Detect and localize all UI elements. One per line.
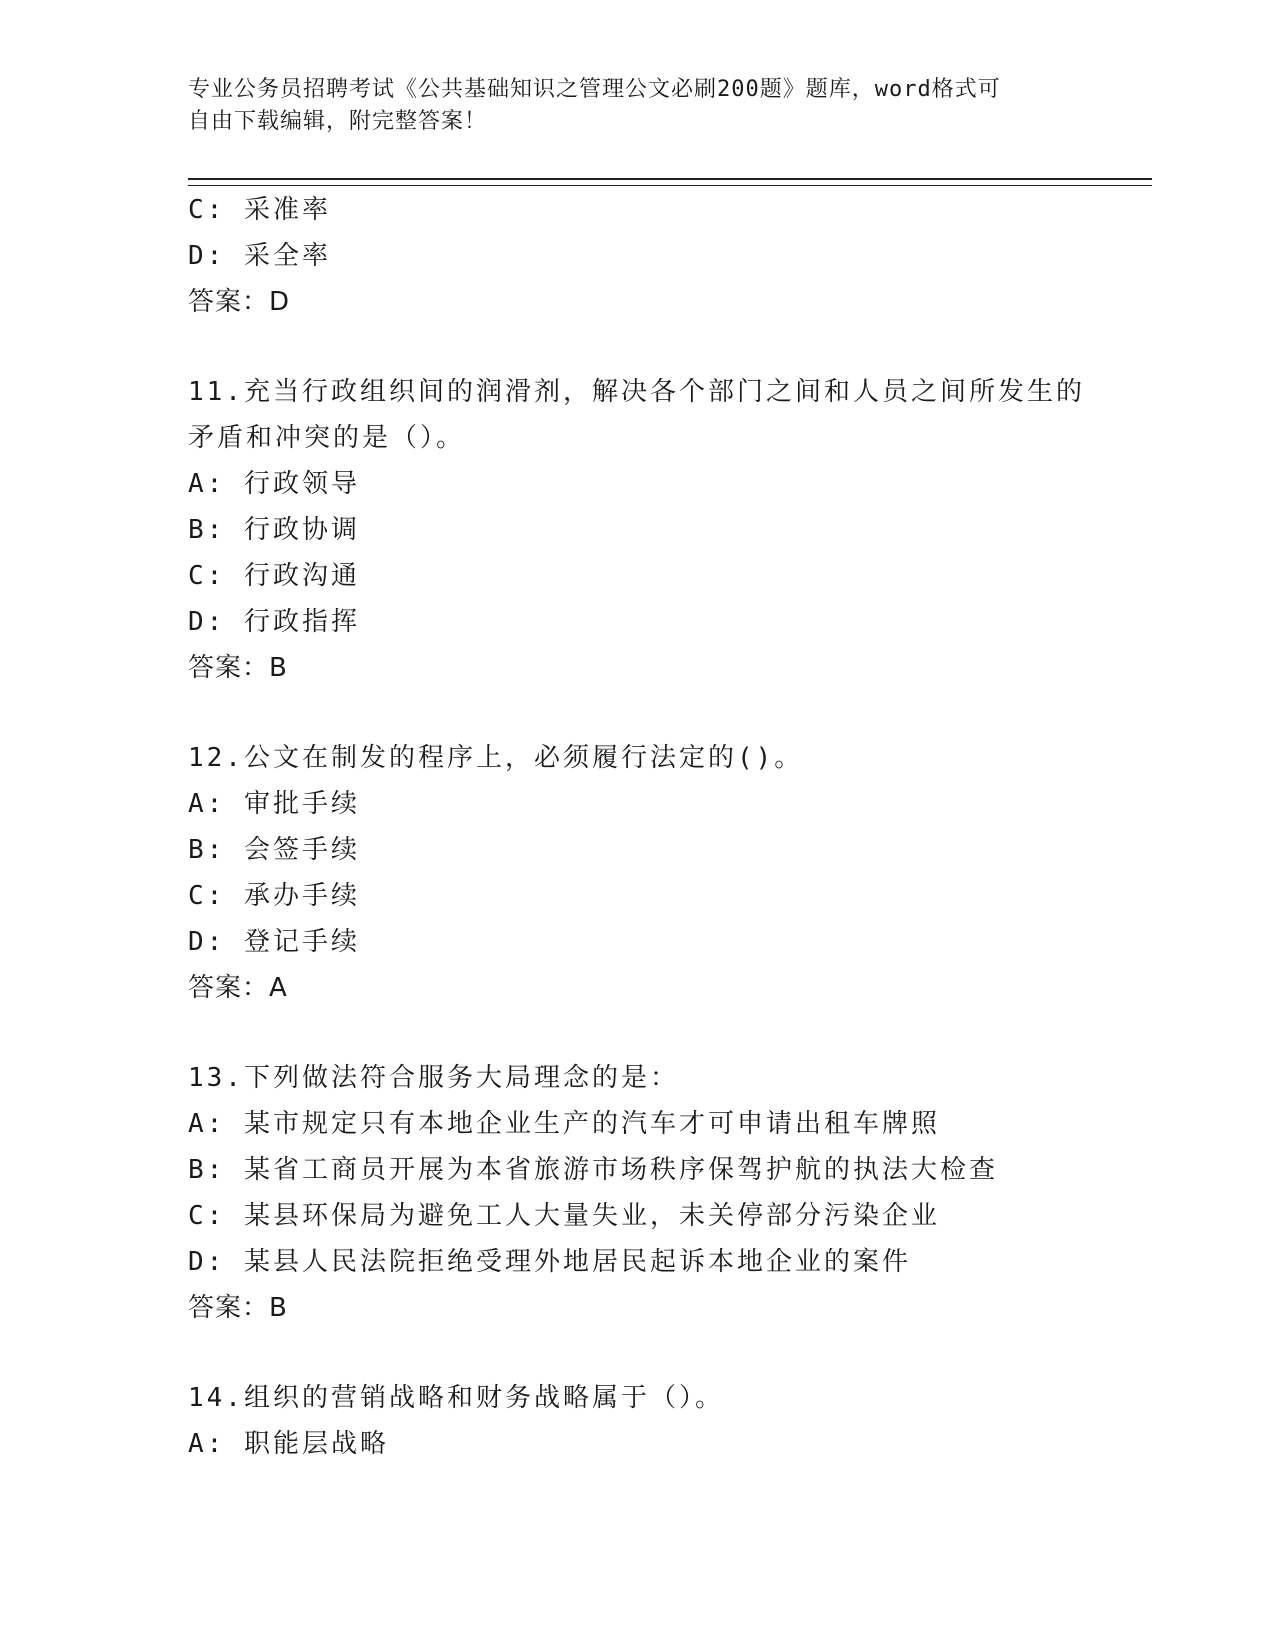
option-label: D — [188, 607, 207, 637]
question-text: 下列做法符合服务大局理念的是： — [243, 1063, 679, 1093]
question-stem-continued: 矛盾和冲突的是（）。 — [188, 423, 466, 453]
page-header — [188, 74, 1068, 138]
answer-label: 答案： — [188, 1293, 270, 1323]
question-11 — [188, 369, 1152, 691]
option-text: 行政领导 — [243, 469, 360, 499]
option-label: A — [188, 1109, 207, 1139]
option-separator: : — [206, 1247, 244, 1277]
question-stem — [188, 1375, 1152, 1421]
question-stem — [188, 1055, 1152, 1101]
option-separator: : — [206, 515, 244, 545]
option-b — [188, 507, 1152, 553]
question-content — [188, 187, 1152, 1467]
option-c — [188, 187, 1152, 233]
option-separator: : — [206, 607, 244, 637]
option-label: C — [188, 561, 207, 591]
answer-line — [188, 645, 1152, 691]
option-separator: : — [206, 1109, 244, 1139]
answer-line — [188, 1285, 1152, 1331]
option-label: B — [188, 835, 207, 865]
option-text: 登记手续 — [243, 927, 360, 957]
option-text: 审批手续 — [243, 789, 360, 819]
option-separator: : — [206, 835, 244, 865]
answer-value: B — [269, 1293, 288, 1323]
option-separator: : — [206, 1155, 244, 1185]
option-c — [188, 873, 1152, 919]
option-a — [188, 461, 1152, 507]
option-label: C — [188, 195, 207, 225]
option-text: 采准率 — [243, 195, 331, 225]
option-text: 承办手续 — [243, 881, 360, 911]
question-number: 14. — [188, 1383, 244, 1413]
question-stem — [188, 369, 1152, 415]
option-d — [188, 233, 1152, 279]
option-label: D — [188, 1247, 207, 1277]
option-text: 行政协调 — [243, 515, 360, 545]
question-12 — [188, 735, 1152, 1011]
option-text: 职能层战略 — [243, 1429, 389, 1459]
option-text: 某省工商员开展为本省旅游市场秩序保驾护航的执法大检查 — [243, 1155, 998, 1185]
question-text: 组织的营销战略和财务战略属于（）。 — [243, 1383, 724, 1413]
question-14 — [188, 1375, 1152, 1467]
option-separator: : — [206, 1201, 244, 1231]
option-c — [188, 553, 1152, 599]
continued-question — [188, 187, 1152, 325]
option-separator: : — [206, 881, 244, 911]
answer-value: B — [269, 653, 288, 683]
question-text: 公文在制发的程序上，必须履行法定的()。 — [243, 743, 804, 773]
option-separator: : — [206, 195, 244, 225]
option-d — [188, 919, 1152, 965]
option-separator: : — [206, 241, 244, 271]
answer-value: D — [269, 287, 291, 317]
option-label: B — [188, 515, 207, 545]
option-b — [188, 827, 1152, 873]
option-label: B — [188, 1155, 207, 1185]
option-label: A — [188, 1429, 207, 1459]
answer-line — [188, 279, 1152, 325]
header-divider — [188, 178, 1152, 186]
question-13 — [188, 1055, 1152, 1331]
header-line-1: 专业公务员招聘考试《公共基础知识之管理公文必刷200题》题库，word格式可 — [188, 77, 1001, 102]
option-text: 采全率 — [243, 241, 331, 271]
option-separator: : — [206, 927, 244, 957]
header-line-2: 自由下载编辑，附完整答案！ — [188, 109, 488, 134]
option-separator: : — [206, 1429, 244, 1459]
option-text: 某县人民法院拒绝受理外地居民起诉本地企业的案件 — [243, 1247, 911, 1277]
option-label: C — [188, 1201, 207, 1231]
option-text: 行政沟通 — [243, 561, 360, 591]
question-number: 11. — [188, 377, 244, 407]
option-a — [188, 1421, 1152, 1467]
option-label: D — [188, 241, 207, 271]
option-separator: : — [206, 561, 244, 591]
question-stem — [188, 735, 1152, 781]
answer-label: 答案： — [188, 973, 270, 1003]
option-label: C — [188, 881, 207, 911]
question-text: 充当行政组织间的润滑剂，解决各个部门之间和人员之间所发生的 — [243, 377, 1085, 407]
option-separator: : — [206, 789, 244, 819]
option-c — [188, 1193, 1152, 1239]
option-text: 某市规定只有本地企业生产的汽车才可申请出租车牌照 — [243, 1109, 940, 1139]
answer-line — [188, 965, 1152, 1011]
option-d — [188, 1239, 1152, 1285]
option-a — [188, 1101, 1152, 1147]
option-d — [188, 599, 1152, 645]
option-text: 会签手续 — [243, 835, 360, 865]
answer-label: 答案： — [188, 287, 270, 317]
option-b — [188, 1147, 1152, 1193]
option-label: D — [188, 927, 207, 957]
option-text: 行政指挥 — [243, 607, 360, 637]
option-label: A — [188, 469, 207, 499]
question-number: 12. — [188, 743, 244, 773]
option-text: 某县环保局为避免工人大量失业，未关停部分污染企业 — [243, 1201, 940, 1231]
option-label: A — [188, 789, 207, 819]
question-number: 13. — [188, 1063, 244, 1093]
answer-value: A — [269, 973, 288, 1003]
answer-label: 答案： — [188, 653, 270, 683]
option-separator: : — [206, 469, 244, 499]
option-a — [188, 781, 1152, 827]
